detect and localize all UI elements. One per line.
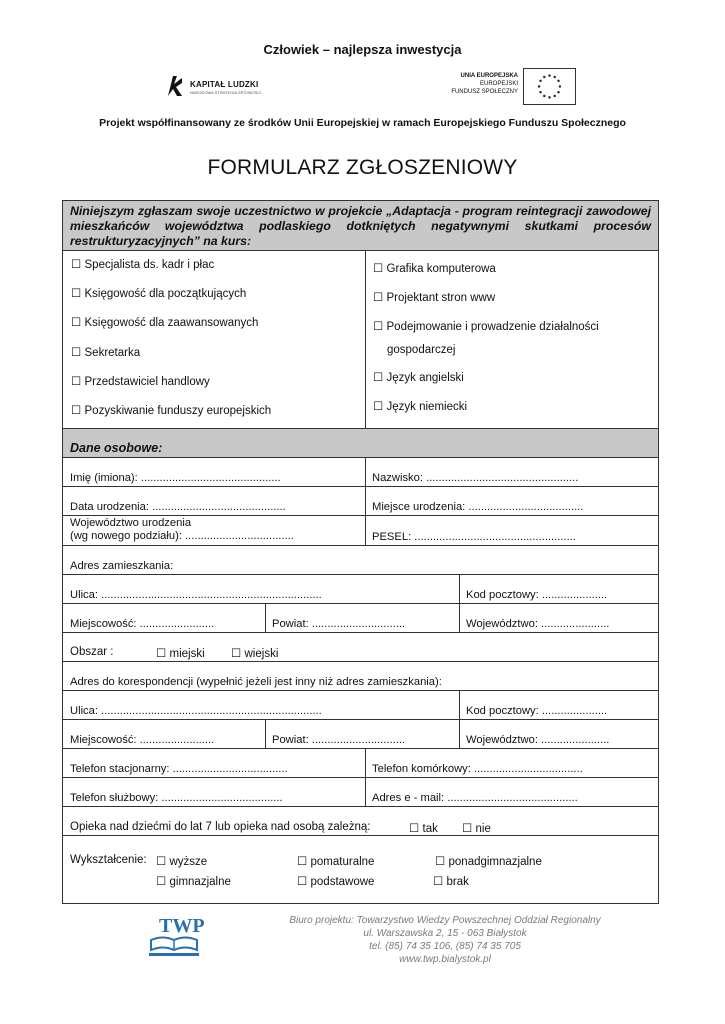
course-option[interactable]: ☐ Język angielski — [373, 372, 464, 384]
corr-county-field[interactable]: Powiat: .............................. — [272, 734, 406, 746]
last-name-field[interactable]: Nazwisko: ................................................. — [372, 472, 579, 484]
pesel-field[interactable]: PESEL: .................................................... — [372, 531, 576, 543]
corr-city-field[interactable]: Miejscowość: ........................ — [70, 734, 215, 746]
course-option[interactable]: ☐ Sekretarka — [71, 347, 141, 359]
course-option[interactable]: ☐ Księgowość dla zaawansowanych — [71, 317, 259, 329]
row-corr-city — [63, 720, 658, 749]
project-funding-note: Projekt współfinansowany ze środków Unii Europejskiej w ramach Europejskiego Funduszu Społecznego — [99, 117, 626, 129]
birth-date-field[interactable]: Data urodzenia: ........................................... — [70, 501, 286, 513]
logo-ue-line1: UNIA EUROPEJSKA — [460, 73, 518, 79]
kapital-ludzki-logo — [166, 74, 276, 100]
section-personal-data: Dane osobowe: — [63, 429, 658, 458]
care-yes-checkbox[interactable]: ☐ tak — [409, 823, 438, 835]
care-label: Opieka nad dziećmi do lat 7 lub opieka nad osobą zależną: — [70, 821, 371, 833]
course-option-continuation: gospodarczej — [387, 344, 456, 356]
form-title: FORMULARZ ZGŁOSZENIOWY — [207, 156, 518, 179]
footer-office: Biuro projektu: Towarzystwo Wiedzy Powszechnej Oddział Regionalny — [289, 915, 601, 926]
corr-postcode-field[interactable]: Kod pocztowy: ..................... — [466, 705, 608, 717]
kapital-ludzki-icon — [166, 74, 184, 98]
eu-flag-icon — [523, 68, 576, 105]
edu-none-checkbox[interactable]: ☐ brak — [433, 876, 469, 888]
course-option[interactable]: ☐ Pozyskiwanie funduszy europejskich — [71, 405, 272, 417]
area-urban-checkbox[interactable]: ☐ miejski — [156, 648, 205, 660]
footer-website[interactable]: www.twp.bialystok.pl — [399, 954, 491, 965]
corr-street-field[interactable]: Ulica: ....................................................................... — [70, 705, 322, 717]
row-corr-street — [63, 691, 658, 720]
county-field[interactable]: Powiat: .............................. — [272, 618, 406, 630]
course-option[interactable]: ☐ Księgowość dla początkujących — [71, 288, 247, 300]
row-street — [63, 575, 658, 604]
phone-work-field[interactable]: Telefon służbowy: ....................................... — [70, 792, 283, 804]
course-option[interactable]: ☐ Specjalista ds. kadr i płac — [71, 259, 215, 271]
eu-logo — [440, 68, 576, 106]
logo-ue-line3: FUNDUSZ SPOŁECZNY — [451, 89, 518, 95]
birth-voivodeship-label: Województwo urodzenia — [70, 517, 192, 529]
course-option[interactable]: ☐ Przedstawiciel handlowy — [71, 376, 210, 388]
courses-section — [63, 251, 658, 429]
row-address-label — [63, 546, 658, 575]
city-field[interactable]: Miejscowość: ........................ — [70, 618, 215, 630]
row-education — [63, 836, 658, 903]
course-option[interactable]: ☐ Projektant stron www — [373, 292, 496, 304]
row-voivodeship-pesel — [63, 516, 658, 546]
email-field[interactable]: Adres e - mail: .......................................... — [372, 792, 578, 804]
footer-phone: tel. (85) 74 35 106, (85) 74 35 705 — [369, 941, 521, 952]
application-form — [62, 200, 659, 904]
edu-higher-checkbox[interactable]: ☐ wyższe — [156, 856, 208, 868]
course-option[interactable]: ☐ Grafika komputerowa — [373, 263, 496, 275]
edu-primary-checkbox[interactable]: ☐ podstawowe — [297, 876, 375, 888]
area-rural-checkbox[interactable]: ☐ wiejski — [231, 648, 279, 660]
corr-voivodeship-field[interactable]: Województwo: ...................... — [466, 734, 610, 746]
phone-home-field[interactable]: Telefon stacjonarny: ..................................... — [70, 763, 288, 775]
voivodeship-field[interactable]: Województwo: ...................... — [466, 618, 610, 630]
row-work-email — [63, 778, 658, 807]
education-label: Wykształcenie: — [70, 854, 147, 866]
care-no-checkbox[interactable]: ☐ nie — [462, 823, 491, 835]
postcode-field[interactable]: Kod pocztowy: ..................... — [466, 589, 608, 601]
address-label: Adres zamieszkania: — [70, 560, 174, 572]
course-option[interactable]: ☐ Język niemiecki — [373, 401, 468, 413]
logo-kl-title: KAPITAŁ LUDZKI — [190, 80, 259, 89]
row-birth — [63, 487, 658, 516]
phone-mobile-field[interactable]: Telefon komórkowy: ................................... — [372, 763, 583, 775]
first-name-field[interactable]: Imię (imiona): ............................................. — [70, 472, 281, 484]
twp-logo — [143, 910, 205, 960]
birth-voivodeship-field[interactable] — [63, 516, 365, 545]
logo-kl-subtitle: NARODOWA STRATEGIA SPÓJNOŚCI — [190, 90, 262, 95]
row-care — [63, 807, 658, 836]
course-option[interactable]: ☐ Podejmowanie i prowadzenie działalności — [373, 321, 599, 333]
birth-voivodeship-value: (wg nowego podziału): ................................... — [70, 530, 294, 542]
edu-gymnasium-checkbox[interactable]: ☐ gimnazjalne — [156, 876, 231, 888]
correspondence-label: Adres do korespondencji (wypełnić jeżeli jest inny niż adres zamieszkania): — [70, 676, 442, 688]
row-corr-label — [63, 662, 658, 691]
footer-contact — [240, 914, 650, 966]
row-city — [63, 604, 658, 633]
footer-address: ul. Warszawska 2, 15 - 063 Białystok — [363, 928, 527, 939]
logo-ue-line2: EUROPEJSKI — [479, 81, 518, 87]
street-field[interactable]: Ulica: ....................................................................... — [70, 589, 322, 601]
edu-post-secondary-checkbox[interactable]: ☐ pomaturalne — [297, 856, 375, 868]
form-intro: Niniejszym zgłaszam swoje uczestnictwo w projekcie „Adaptacja - program reintegracji zawodowej mieszkańców województwa podlaskiego dotkniętych negatywnymi skutkami procesów restrukturyzacyjnych” na kurs: — [63, 201, 658, 251]
row-name — [63, 458, 658, 487]
row-phones — [63, 749, 658, 778]
edu-above-gymnasium-checkbox[interactable]: ☐ ponadgimnazjalne — [435, 856, 542, 868]
header-slogan: Człowiek – najlepsza inwestycja — [263, 42, 462, 57]
twp-logo-text: TWP — [159, 915, 205, 937]
area-label: Obszar : — [70, 646, 114, 658]
row-area — [63, 633, 658, 662]
twp-book-icon — [143, 910, 205, 960]
birth-place-field[interactable]: Miejsce urodzenia: ..................................... — [372, 501, 584, 513]
